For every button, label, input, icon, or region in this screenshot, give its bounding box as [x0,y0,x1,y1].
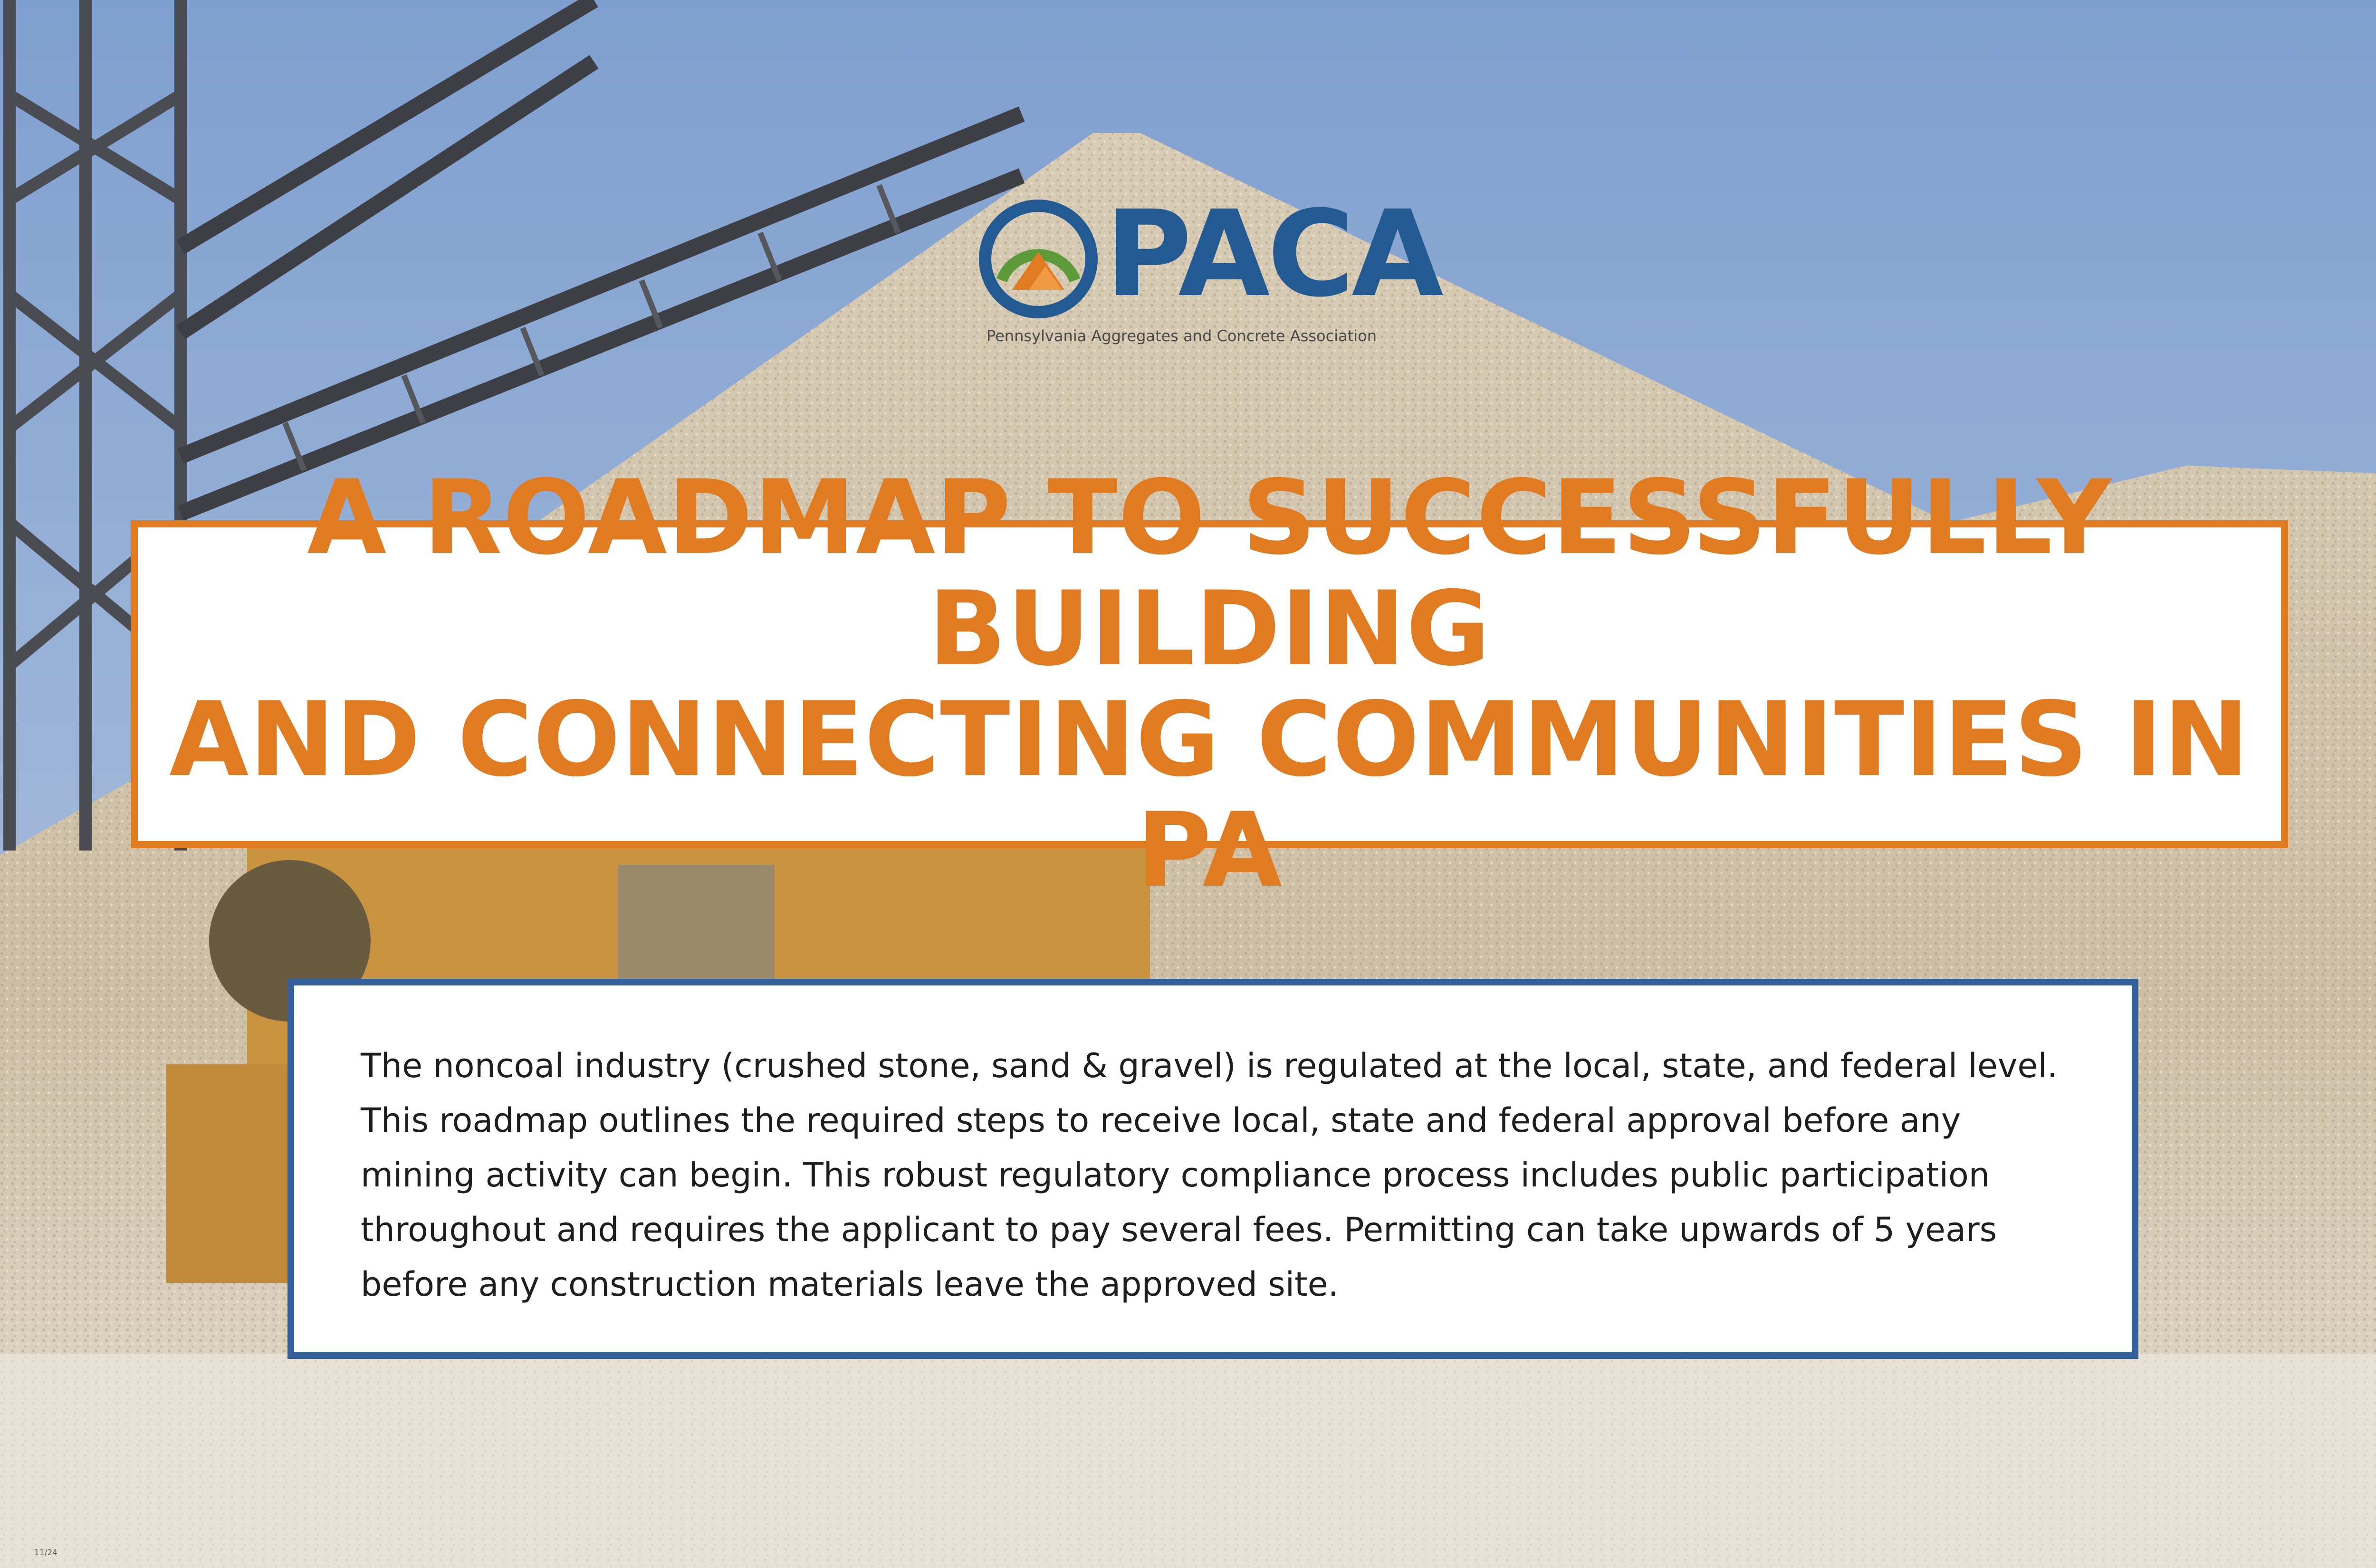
title-line-2: AND CONNECTING COMMUNITIES IN PA [169,680,2250,910]
paca-logo [979,185,1445,356]
title-banner [131,458,2288,910]
title-line-1: A ROADMAP TO SUCCESSFULLY BUILDING [307,458,2112,688]
paca-mountain-logo-icon [979,200,1098,318]
page-title [138,458,2281,910]
date-code: 11/24 [34,1548,57,1558]
logo-organization-name: Pennsylvania Aggregates and Concrete Association [987,327,1377,345]
logo-wordmark: PACA [1105,185,1441,323]
intro-paragraph: The noncoal industry (crushed stone, sand & gravel) is regulated at the local, state, and federal level. This roadmap outlines the required steps to receive local, state and federal approval before any mining activity can begin. This robust regulatory compliance process includes public participation throughout and requires the applicant to pay several fees. Permitting can take upwards of 5 years before any construction materials leave the approved site. [361,1046,2058,1304]
intro-panel [287,979,2138,1359]
